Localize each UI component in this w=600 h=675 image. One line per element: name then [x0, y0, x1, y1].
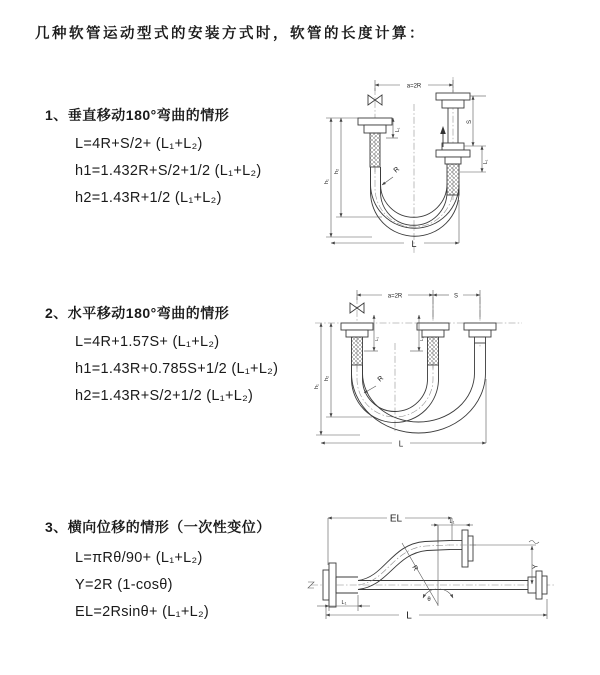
formula-line: L=4R+1.57S+ (L₁+L₂): [75, 334, 220, 350]
break-mark: [529, 541, 539, 544]
formula-line: EL=2Rsinθ+ (L₁+L₂): [75, 604, 210, 620]
dim-label-h2: h₂: [334, 168, 340, 174]
dim-label-a2r: a=2R: [387, 293, 403, 300]
dim-label-l1-top: L₁: [449, 519, 455, 525]
diagram-horizontal-180-bend: [310, 283, 600, 458]
dim-label-h1: h₁: [324, 179, 330, 184]
dim-label-l1-bottom: L₁: [341, 600, 347, 606]
dim-label-h2: h₂: [324, 375, 330, 381]
radius-label: R: [376, 374, 386, 384]
dim-label-a2r: a=2R: [406, 83, 422, 90]
dim-label-l1-right: L₁: [483, 159, 489, 164]
section2-heading: 2、水平移动180°弯曲的情形: [45, 305, 230, 321]
radius-label: R: [410, 564, 419, 573]
section3-heading: 3、横向位移的情形（一次性变位）: [45, 519, 271, 535]
section2-formulas: [75, 329, 278, 410]
formula-line: L=4R+S/2+ (L₁+L₂): [75, 136, 203, 152]
dim-label-s: S: [453, 293, 459, 300]
formula-line: h1=1.43R+0.785S+1/2 (L₁+L₂): [75, 361, 279, 377]
dim-label-el: EL: [389, 513, 403, 525]
formula-line: h2=1.43R+S/2+1/2 (L₁+L₂): [75, 388, 254, 404]
radius-label: R: [392, 165, 402, 175]
dim-label-l1-a: L₁: [374, 336, 379, 341]
formula-line: L=πRθ/90+ (L₁+L₂): [75, 550, 203, 566]
dim-label-h1: h₁: [314, 384, 320, 389]
section1-formulas: [75, 131, 262, 212]
diagram-vertical-180-bend: [312, 72, 592, 264]
dim-label-y: Y: [532, 564, 540, 569]
formula-line: Y=2R (1-cosθ): [75, 577, 173, 593]
diagram-lateral-displacement: [303, 503, 600, 655]
dim-label-l1-b: L₁: [419, 336, 424, 341]
dim-label-l1-left: L₁: [395, 127, 401, 132]
formula-line: h1=1.432R+S/2+1/2 (L₁+L₂): [75, 163, 262, 179]
dim-label-s: S: [467, 119, 473, 124]
formula-line: h2=1.43R+1/2 (L₁+L₂): [75, 190, 222, 206]
dim-label-l: L: [398, 439, 404, 449]
angle-label-theta: θ: [427, 597, 431, 603]
page-title: 几种软管运动型式的安装方式时，软管的长度计算：: [35, 26, 426, 42]
section1-heading: 1、垂直移动180°弯曲的情形: [45, 107, 230, 123]
dim-label-l: L: [411, 239, 417, 249]
dim-label-l: L: [406, 610, 412, 622]
section3-formulas: [75, 545, 209, 626]
